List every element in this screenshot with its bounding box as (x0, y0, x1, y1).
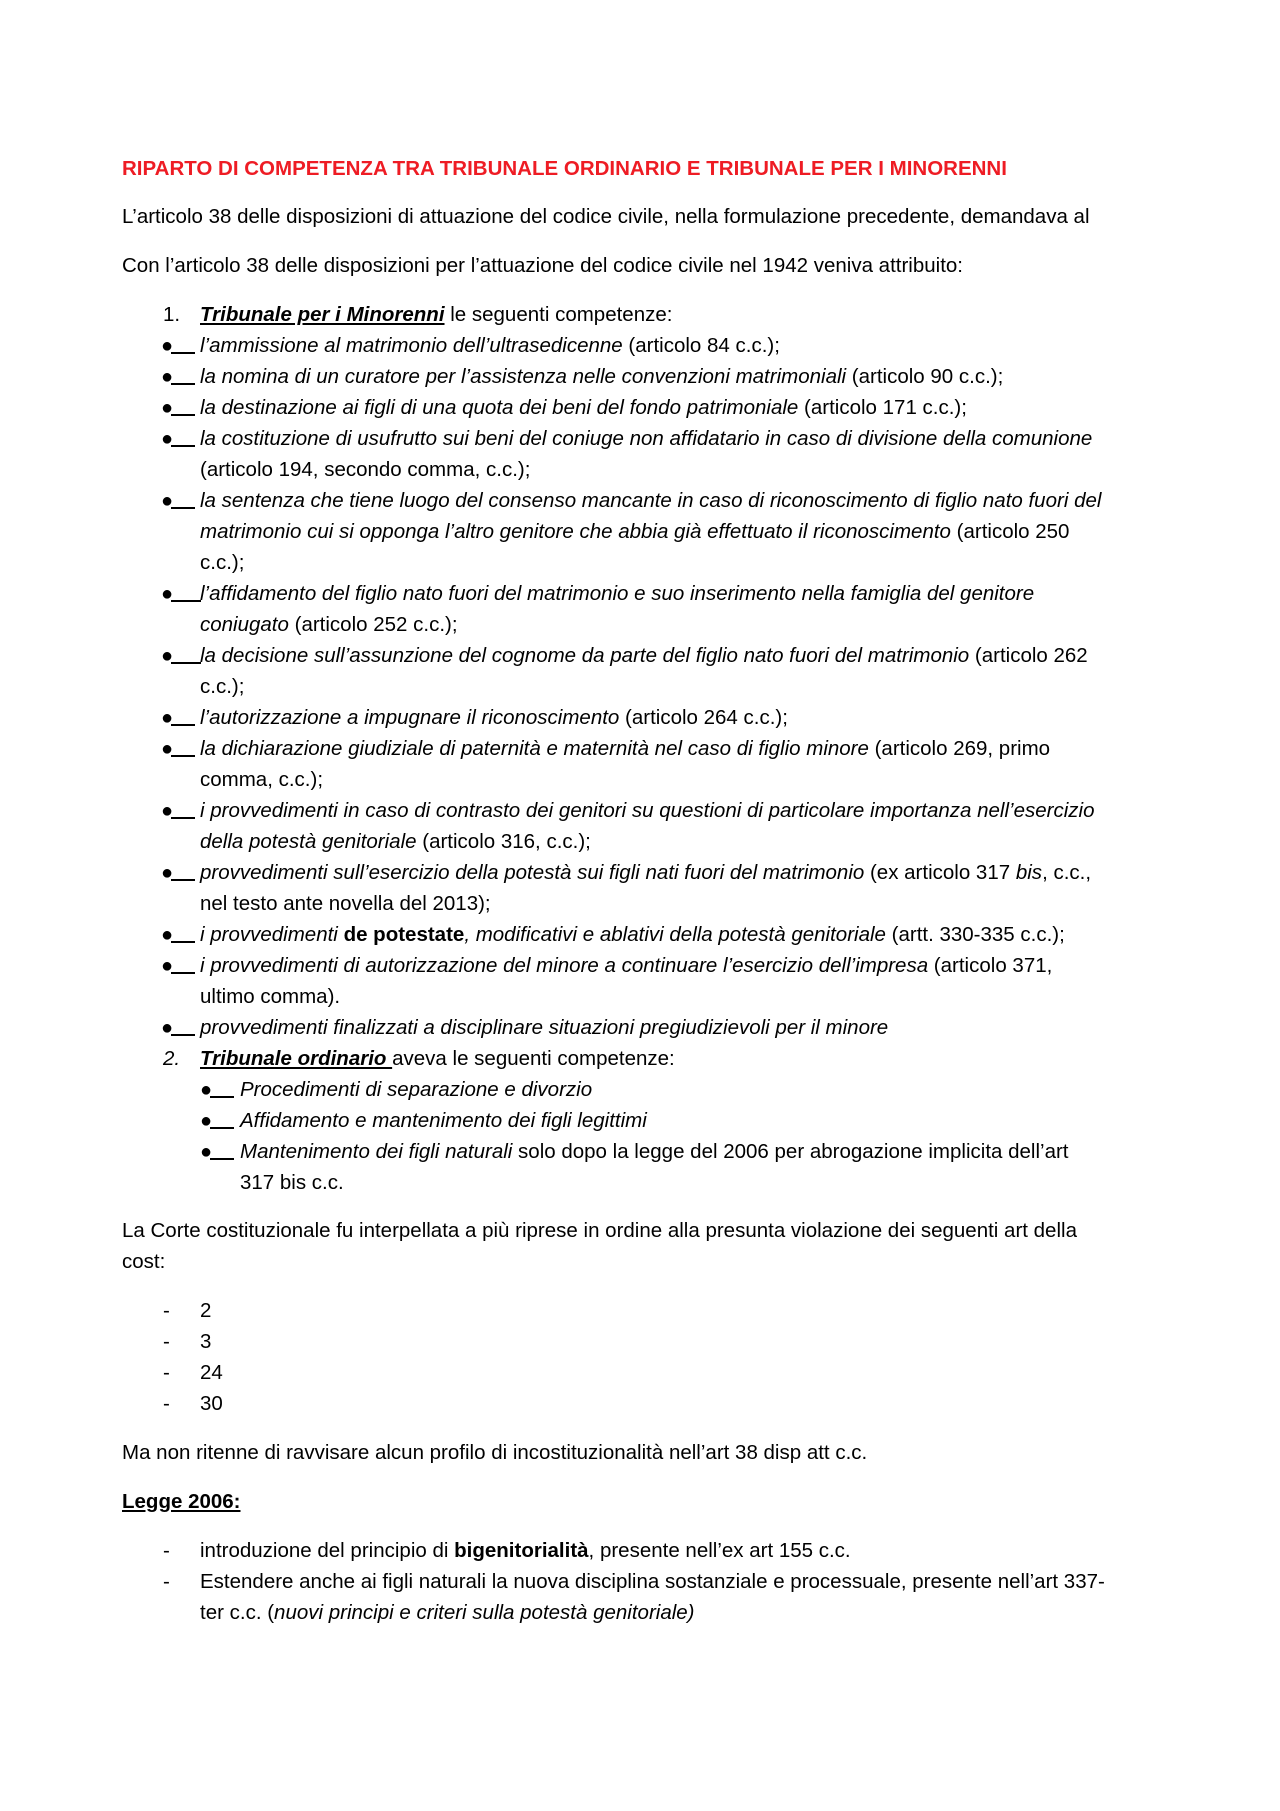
list-item: i provvedimenti de potestate, modificativi e ablativi della potestà genitoriale (artt. 330-335 c.c.); (200, 923, 1065, 946)
list-item-continuation: comma, c.c.); (200, 768, 324, 791)
legge-heading: Legge 2006: (122, 1490, 241, 1513)
paragraph-corte-continuation: cost: (122, 1250, 166, 1273)
bullet-icon: ● (200, 1077, 234, 1103)
dash-marker: - (163, 1299, 170, 1322)
list-item: 24 (200, 1361, 223, 1384)
section-2-title: Tribunale ordinario (200, 1047, 393, 1070)
list-item: 2 (200, 1299, 212, 1322)
list-item: Estendere anche ai figli naturali la nuova disciplina sostanziale e processuale, presente nell’art 337- (200, 1570, 1105, 1593)
bullet-icon: ● (161, 953, 195, 979)
bullet-icon: ● (200, 1108, 234, 1134)
list-item: la dichiarazione giudiziale di paternità e maternità nel caso di figlio minore (articolo 269, primo (200, 737, 1051, 760)
list-item-continuation: nel testo ante novella del 2013); (200, 892, 491, 915)
list-item: provvedimenti sull’esercizio della potestà sui figli nati fuori del matrimonio (ex articolo 317 bis, c.c., (200, 861, 1092, 884)
bullet-icon: ● (161, 736, 195, 762)
bullet-icon: ● (161, 395, 195, 421)
list-number-1: 1. (163, 303, 181, 326)
list-item: l’affidamento del figlio nato fuori del matrimonio e suo inserimento nella famiglia del genitore (200, 582, 1035, 605)
section-2-tail: aveva le seguenti competenze: (392, 1047, 675, 1070)
section-1-title: Tribunale per i Minorenni (200, 303, 445, 326)
paragraph-article-38: Con l’articolo 38 delle disposizioni per l’attuazione del codice civile nel 1942 veniva attribuito: (122, 254, 963, 277)
bullet-icon: ● (161, 333, 195, 359)
list-number-2: 2. (163, 1047, 181, 1070)
list-item-continuation: ultimo comma). (200, 985, 341, 1008)
list-item: Mantenimento dei figli naturali solo dopo la legge del 2006 per abrogazione implicita dell’art (240, 1140, 1069, 1163)
list-item: la destinazione ai figli di una quota dei beni del fondo patrimoniale (articolo 171 c.c.); (200, 396, 967, 419)
list-item: la decisione sull’assunzione del cognome da parte del figlio nato fuori del matrimonio (articolo 262 (200, 644, 1088, 667)
list-item: la costituzione di usufrutto sui beni del coniuge non affidatario in caso di divisione della comunione (200, 427, 1093, 450)
section-1-heading (200, 302, 672, 328)
bullet-icon: ● (200, 1139, 234, 1165)
list-item-continuation: c.c.); (200, 551, 245, 574)
dash-marker: - (163, 1361, 170, 1384)
list-item-continuation: della potestà genitoriale (articolo 316, c.c.); (200, 830, 591, 853)
bullet-icon: ● (161, 426, 195, 452)
bullet-icon: ● (161, 705, 195, 731)
dash-marker: - (163, 1330, 170, 1353)
list-item: 30 (200, 1392, 223, 1415)
dash-marker: - (163, 1570, 170, 1593)
list-item: l’ammissione al matrimonio dell’ultrasedicenne (articolo 84 c.c.); (200, 334, 780, 357)
list-item: Affidamento e mantenimento dei figli legittimi (240, 1109, 647, 1132)
section-1-tail: le seguenti competenze: (444, 303, 673, 326)
bullet-icon: ● (161, 1015, 195, 1041)
list-item-continuation: ter c.c. (nuovi principi e criteri sulla potestà genitoriale) (200, 1601, 695, 1624)
dash-marker: - (163, 1539, 170, 1562)
bullet-icon: ● (161, 488, 195, 514)
list-item-continuation: coniugato (articolo 252 c.c.); (200, 613, 458, 636)
bullet-icon: ● (161, 581, 201, 607)
bullet-icon: ● (161, 922, 195, 948)
list-item: i provvedimenti di autorizzazione del minore a continuare l’esercizio dell’impresa (articolo 371, (200, 954, 1053, 977)
list-item-continuation: 317 bis c.c. (240, 1171, 344, 1194)
bullet-icon: ● (161, 860, 195, 886)
bullet-icon: ● (161, 643, 201, 669)
list-item: la nomina di un curatore per l’assistenza nelle convenzioni matrimoniali (articolo 90 c.c.); (200, 365, 1004, 388)
paragraph-corte: La Corte costituzionale fu interpellata a più riprese in ordine alla presunta violazione dei seguenti art della (122, 1219, 1077, 1242)
list-item: provvedimenti finalizzati a disciplinare situazioni pregiudizievoli per il minore (200, 1016, 889, 1039)
section-2-heading (200, 1046, 675, 1072)
list-item-continuation: (articolo 194, secondo comma, c.c.); (200, 458, 531, 481)
paragraph-intro: L’articolo 38 delle disposizioni di attuazione del codice civile, nella formulazione precedente, demandava al (122, 205, 1090, 228)
document-title: RIPARTO DI COMPETENZA TRA TRIBUNALE ORDINARIO E TRIBUNALE PER I MINORENNI (122, 157, 1007, 180)
list-item: Procedimenti di separazione e divorzio (240, 1078, 593, 1101)
list-item: l’autorizzazione a impugnare il riconoscimento (articolo 264 c.c.); (200, 706, 788, 729)
list-item-continuation: matrimonio cui si opponga l’altro genitore che abbia già effettuato il riconoscimento (articolo 250 (200, 520, 1070, 543)
paragraph-conclusion: Ma non ritenne di ravvisare alcun profilo di incostituzionalità nell’art 38 disp att c.c. (122, 1441, 868, 1464)
dash-marker: - (163, 1392, 170, 1415)
bullet-icon: ● (161, 798, 195, 824)
bullet-icon: ● (161, 364, 195, 390)
list-item: i provvedimenti in caso di contrasto dei genitori su questioni di particolare importanza nell’esercizio (200, 799, 1095, 822)
list-item-continuation: c.c.); (200, 675, 245, 698)
list-item: 3 (200, 1330, 212, 1353)
list-item: introduzione del principio di bigenitorialità, presente nell’ex art 155 c.c. (200, 1539, 851, 1562)
list-item: la sentenza che tiene luogo del consenso mancante in caso di riconoscimento di figlio nato fuori del (200, 489, 1102, 512)
